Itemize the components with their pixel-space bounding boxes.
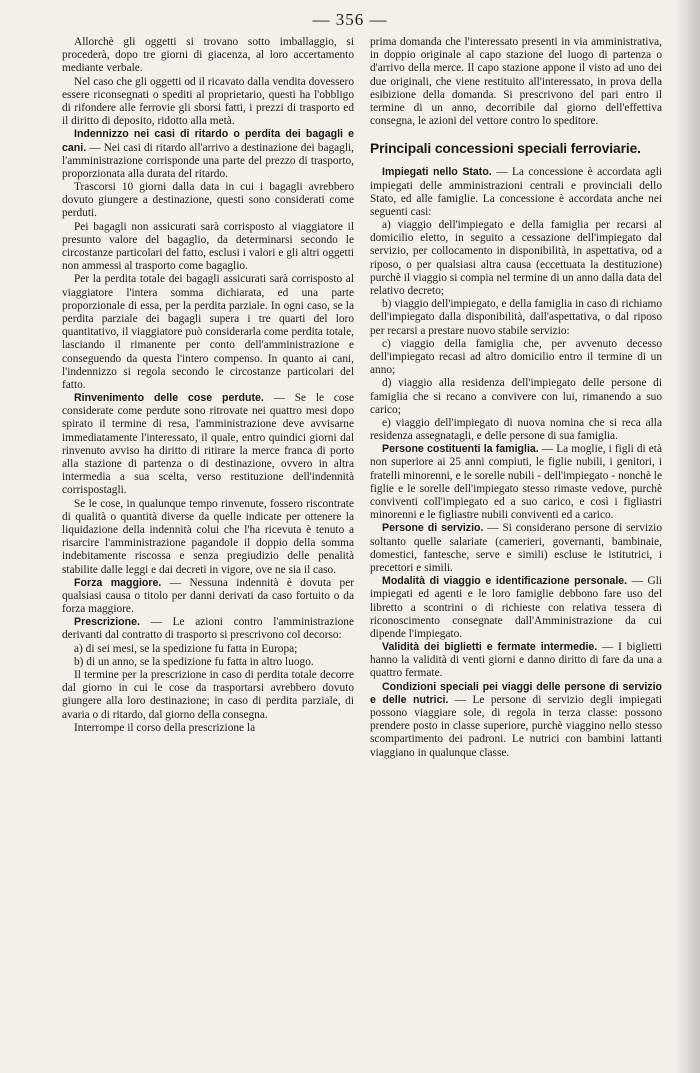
paragraph-body: — Gli impiegati ed agenti e le loro famiglie debbono fare uso del libretto a scontrini o di richieste con relativa tessera di riconoscimento consegnate dall'Amministrazione da cui dipende l'impiegato. [370,575,662,640]
paragraph-body: — I biglietti hanno la validità di venti giorni e danno diritto di fare da una a quattro fermate. [370,641,662,680]
paragraph-body: — Si considerano persone di servizio soltanto quelle salariate (camerieri, governanti, bambinaie, domestici, fantesche, serve e simili) escluse le istitutrici, i precettori e simili. [370,522,662,574]
paragraph: Pei bagagli non assicurati sarà corrisposto al viaggiatore il presunto valore del bagaglio, da determinarsi secondo le circostanze particolari del fatto, esclusi i valori e gli altri oggetti non ammessi al trasporto come bagaglio. [62,220,354,273]
section-heading: Principali concessioni speciali ferroviarie. [370,141,641,157]
run-in-heading: Indennizzo nei casi di ritardo o perdita dei bagagli e cani. [62,128,354,154]
page-edge-shadow [676,0,700,1073]
paragraph-body: — La moglie, i figli di età non superiore ai 25 anni compiuti, le figlie nubili, i genitori, i fratelli minorenni, e le sorelle nubili - dell'impiegato - nonchè le figlie e le sorelle dell'impiegato stesso rimaste vedove, purchè conviventi coll'impiegato ed a suo carico, e così i figliastri minorenni e le figliastre nubili conviventi ed a carico. [370,443,662,522]
page-number: — 356 — [312,10,388,29]
paragraph: Nel caso che gli oggetti od il ricavato dalla vendita dovessero essere riconsegnati o spediti al proprietario, questi ha l'obbligo di rifondere alle ferrovie gli sborsi fatti, i prezzi di trasporto ed il diritto di deposito, ridotto alla metà. [62,75,354,128]
list-item: b) viaggio dell'impiegato, e della famiglia in caso di richiamo dell'impiegato dalla disponibilità, dall'aspettativa, o dal riposo per recarsi a prestare nuovo stabile servizio: [370,298,662,337]
paragraph-body: — Le persone di servizio degli impiegati possono viaggiare sole, di regola in terza classe: possono prendere posto in classe superiore, purchè viaggino nello stesso scompartimento dei padroni. Le nutrici con bambini lattanti viaggiano in qualunque classe. [370,693,662,759]
run-in-heading: Condizioni speciali pei viaggi delle persone di servizio e delle nutrici. [370,680,662,706]
run-in-heading: Persone di servizio. [382,522,484,535]
paragraph: Allorchè gli oggetti si trovano sotto imballaggio, si procederà, dopo tre giorni di giacenza, al loro accertamento mediante verbale. [62,36,354,75]
paragraph [370,443,662,522]
run-in-heading: Impiegati nello Stato. [382,166,492,179]
run-in-heading: Prescrizione. [74,616,140,629]
paragraph-body: — Se le cose considerate come perdute sono ritrovate nei quattro mesi dopo spirato il termine di resa, l'amministrazione deve avvisarne immediatamente l'interessato, il quale, entro quindici giorni dal rinvenuto avviso ha diritto di ritirare la merce franca di porto alla stazione di partenza o di destinazione, ovvero in altra intermedia a sua scelta, verso restituzione dell'indennità corrispostagli. [62,392,354,497]
list-item: a) di sei mesi, se la spedizione fu fatta in Europa; [74,642,298,655]
run-in-heading: Modalità di viaggio e identificazione personale. [382,575,628,588]
list-item: c) viaggio della famiglia che, per avvenuto decesso dell'impiegato recasi ad altro domicilio entro il termine di un anno; [370,337,662,377]
paragraph: Per la perdita totale dei bagagli assicurati sarà corrisposto al viaggiatore l'intera somma dichiarata, ed una parte proporzionale di essa, per la perdita parziale. In ogni caso, se la perdita parziale dei bagagli supera i tre quarti del loro quantitativo, il viaggiatore può considerarla come perdita totale, lasciando il rimanente per conto dell'amministrazione e conseguendo da questa l'intero compenso. In quanto ai cani, l'indennizzo si regola secondo le circostanze particolari del fatto. [62,273,354,391]
paragraph [62,616,354,642]
paragraph [370,166,662,219]
right-column [370,36,662,1061]
paragraph [370,641,662,681]
list-item: a) viaggio dell'impiegato e della famiglia per recarsi al domicilio eletto, in seguito a cessazione dell'impiegato dal servizio, per collocamento in disponibilità, in aspettativa, od a riposo, o per qualsiasi altra causa (eccettuata la destituzione) purchè il viaggio si compia nel termine di un anno dalla data del relativo decreto; [370,219,662,297]
paragraph-body: — Le azioni contro l'amministrazione derivanti dal contratto di trasporto si prescrivono col decorso: [62,616,354,642]
paragraph: prima domanda che l'interessato presenti in via amministrativa, in doppio originale al capo stazione del luogo di partenza o d'arrivo della merce. Il capo stazione appone il visto ad uno dei due originali, che viene restituito all'interessato, in prova della esibizione della domanda. Si prescrivono del pari entro il termine di un anno, decorribile dal giorno dell'effettiva consegna, le azioni del vettore contro lo speditore. [370,36,662,128]
paragraph [370,681,662,760]
list-item: d) viaggio alla residenza dell'impiegato delle persone di famiglia che si recano a convivere con lui, rimanendo a suo carico; [370,377,662,416]
paragraph-body: — La concessione è accordata agli impiegati delle amministrazioni centrali e provinciali dello Stato, ed alle famiglie. La concessione è accordata anche nei seguenti casi: [370,166,662,218]
list-item: e) viaggio dell'impiegato di nuova nomina che si reca alla residenza assegnatagli, e delle persone di sua famiglia. [370,416,662,443]
paragraph [62,392,354,498]
run-in-heading: Persone costituenti la famiglia. [382,443,539,456]
paragraph: Se le cose, in qualunque tempo rinvenute, fossero riscontrate di qualità o quantità diverse da quelle indicate per ottenere la liquidazione della indennità colui che l'ha ricevuta è tenuto a risarcire l'amministrazione pagandole il doppio della somma indebitamente riscossa e senza pregiudizio delle penalità stabilite dalle leggi e dai decreti in vigore, ove ne sia il caso. [62,497,354,576]
list-item: b) di un anno, se la spedizione fu fatta in altro luogo. [74,655,314,668]
run-in-heading: Rinvenimento delle cose perdute. [74,392,264,405]
left-column [62,36,354,1061]
paragraph [62,577,354,617]
paragraph: Il termine per la prescrizione in caso di perdita totale decorre dal giorno in cui le cose da trasportarsi avrebbero dovuto giungere alla loro destinazione; in caso di perdita parziale, di avaria o di ritardo, dal giorno della consegna. [62,669,354,721]
paragraph [370,575,662,641]
paragraph [370,522,662,575]
two-column-body [62,36,662,1066]
run-in-heading: Forza maggiore. [74,576,162,589]
paragraph [62,128,354,181]
paragraph: Interrompe il corso della prescrizione la [74,721,256,734]
paragraph-body: — Nei casi di ritardo all'arrivo a destinazione dei bagagli, l'amministrazione corrisponde una parte del prezzo di trasporto, proporzionata alla durata del ritardo. [62,141,354,180]
paragraph: Trascorsi 10 giorni dalla data in cui i bagagli avrebbero dovuto giungere a destinazione, questi sono considerati come perduti. [62,181,354,220]
paragraph-body: — Nessuna indennità è dovuta per qualsiasi causa o titolo per danni derivati da caso fortuito o da forza maggiore. [62,576,354,616]
run-in-heading: Validità dei biglietti e fermate intermedie. [382,641,598,654]
